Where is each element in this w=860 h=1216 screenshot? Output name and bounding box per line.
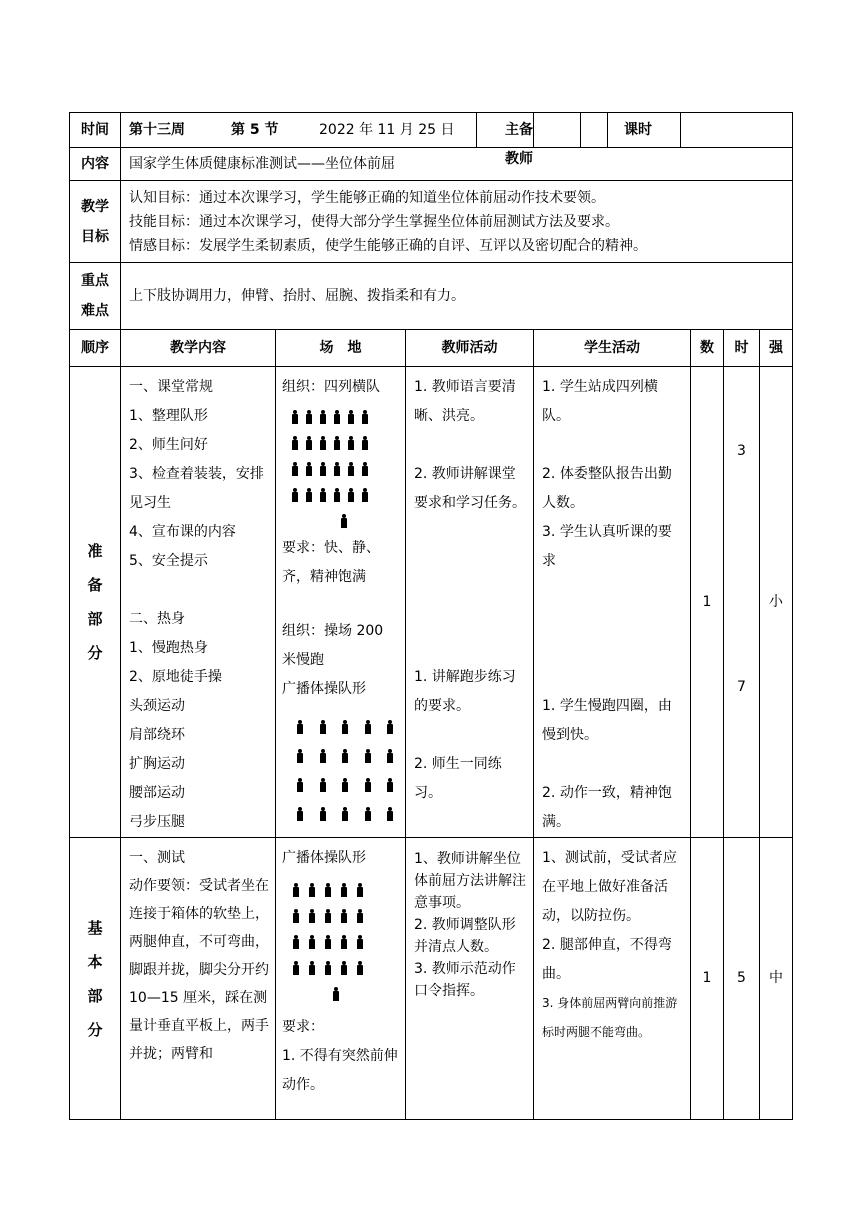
person-icon bbox=[365, 807, 370, 821]
person-icon bbox=[297, 749, 302, 763]
person-icon bbox=[297, 720, 302, 734]
formation-broadcast bbox=[282, 712, 401, 828]
person-icon bbox=[293, 935, 299, 949]
person-icon bbox=[334, 488, 340, 502]
formation-row bbox=[282, 981, 401, 1007]
person-icon bbox=[348, 436, 354, 450]
prep-venue-broadcast: 广播体操队形 bbox=[282, 681, 366, 697]
date-text: 2022 年 11 月 25 日 bbox=[319, 122, 455, 138]
basic-count: 1 bbox=[691, 838, 724, 1120]
formation-row bbox=[282, 877, 401, 903]
person-icon bbox=[320, 720, 325, 734]
basic-student-1: 1、测试前，受试者应在平地上做好准备活动，以防拉伤。 2. 腿部伸直，不得弯曲。 bbox=[542, 850, 677, 982]
person-icon bbox=[365, 749, 370, 763]
formation-row bbox=[282, 456, 401, 482]
basic-teacher: 1、教师讲解坐位体前屈方法讲解注意事项。 2. 教师调整队形并清点人数。 3. 教师示范动作口令指挥。 bbox=[406, 838, 534, 1120]
objectives-text: 认知目标：通过本次课学习，学生能够正确的知道坐位体前屈动作技术要领。 技能目标：通过本次课学习，使得大部分学生掌握坐位体前屈测试方法及要求。 情感目标：发展学生柔韧素质，使学生能够正确的自评、互评以及密切配合的精神。 bbox=[121, 181, 793, 263]
key-points-text: 上下肢协调用力，伸臂、抬肘、屈腕、拨指柔和有力。 bbox=[121, 263, 793, 330]
person-icon bbox=[325, 961, 331, 975]
formation-row bbox=[282, 404, 401, 430]
prep-student: 1. 学生站成四列横队。 2. 体委整队报告出勤人数。 3. 学生认真听课的要求 1. 学生慢跑四圈，由慢到快。 2. 动作一致，精神饱满。 bbox=[534, 367, 691, 838]
basic-intensity: 中 bbox=[760, 838, 793, 1120]
person-icon bbox=[342, 720, 347, 734]
person-icon bbox=[348, 410, 354, 424]
person-icon bbox=[292, 410, 298, 424]
person-icon bbox=[325, 883, 331, 897]
person-icon bbox=[320, 749, 325, 763]
basic-student-2: 3. 身体前屈两臂向前推游标时两腿不能弯曲。 bbox=[542, 996, 678, 1039]
col-count: 数 bbox=[691, 330, 724, 367]
person-icon bbox=[357, 883, 363, 897]
prep-count: 1 bbox=[691, 367, 724, 838]
person-icon bbox=[387, 778, 392, 792]
person-icon bbox=[341, 935, 347, 949]
basic-label: 基 本 部 分 bbox=[70, 838, 121, 1120]
person-icon bbox=[306, 410, 312, 424]
person-icon bbox=[357, 935, 363, 949]
basic-venue bbox=[276, 838, 406, 1120]
person-icon bbox=[334, 410, 340, 424]
formation-four-rows bbox=[282, 404, 401, 534]
person-icon bbox=[342, 807, 347, 821]
col-student: 学生活动 bbox=[534, 330, 691, 367]
person-icon bbox=[320, 778, 325, 792]
person-icon bbox=[387, 720, 392, 734]
objectives-row bbox=[70, 181, 793, 263]
divider bbox=[476, 113, 477, 148]
person-icon bbox=[309, 935, 315, 949]
person-icon bbox=[341, 961, 347, 975]
lesson-plan-table bbox=[69, 112, 793, 1120]
hours-cell bbox=[534, 113, 793, 148]
formation-row bbox=[282, 430, 401, 456]
col-content: 教学内容 bbox=[121, 330, 276, 367]
prep-venue-run: 组织：操场 200 米慢跑 bbox=[282, 623, 384, 668]
person-icon bbox=[341, 883, 347, 897]
person-icon bbox=[362, 462, 368, 476]
prep-time-2: 7 bbox=[737, 679, 746, 695]
formation-grid bbox=[282, 877, 401, 1007]
formation-grid bbox=[282, 712, 401, 828]
person-icon bbox=[306, 488, 312, 502]
formation-row bbox=[282, 955, 401, 981]
key-points-label: 重点 难点 bbox=[70, 263, 121, 330]
person-icon bbox=[348, 462, 354, 476]
prep-venue bbox=[276, 367, 406, 838]
person-icon bbox=[292, 436, 298, 450]
key-points-row bbox=[70, 263, 793, 330]
col-intensity: 强 bbox=[760, 330, 793, 367]
divider bbox=[607, 113, 608, 148]
person-icon bbox=[306, 436, 312, 450]
person-icon bbox=[320, 807, 325, 821]
prep-label: 准 备 部 分 bbox=[70, 367, 121, 838]
person-icon bbox=[292, 488, 298, 502]
prep-intensity: 小 bbox=[760, 367, 793, 838]
content-value: 国家学生体质健康标准测试——坐位体前屈 bbox=[121, 148, 793, 181]
person-icon bbox=[365, 778, 370, 792]
person-icon bbox=[362, 410, 368, 424]
person-icon bbox=[309, 883, 315, 897]
formation-grid bbox=[282, 404, 401, 534]
basic-content: 一、测试 动作要领：受试者坐在连接于箱体的软垫上，两腿伸直，不可弯曲，脚跟并拢，脚尖分开约 10—15 厘米，踩在测量计垂直平板上，两手并拢；两臂和 bbox=[121, 838, 276, 1120]
person-icon bbox=[292, 462, 298, 476]
formation-row bbox=[282, 482, 401, 508]
person-icon bbox=[293, 961, 299, 975]
teacher-label: 主备教师 bbox=[505, 122, 533, 167]
person-icon bbox=[387, 749, 392, 763]
person-icon bbox=[297, 778, 302, 792]
person-icon bbox=[365, 720, 370, 734]
prep-venue-requirement: 要求：快、静、齐，精神饱满 bbox=[282, 540, 380, 585]
prep-time bbox=[724, 367, 760, 838]
formation-row bbox=[282, 799, 401, 828]
person-icon bbox=[325, 909, 331, 923]
content-row bbox=[70, 148, 793, 181]
person-icon bbox=[333, 987, 339, 1001]
content-label: 内容 bbox=[70, 148, 121, 181]
person-icon bbox=[306, 462, 312, 476]
prep-time-1: 3 bbox=[737, 443, 746, 459]
divider bbox=[680, 113, 681, 148]
week-text: 第十三周 bbox=[129, 122, 185, 138]
formation-row bbox=[282, 770, 401, 799]
formation-basic bbox=[282, 877, 401, 1007]
person-icon bbox=[293, 909, 299, 923]
person-icon bbox=[293, 883, 299, 897]
basic-student bbox=[534, 838, 691, 1120]
prep-venue-org: 组织：四列横队 bbox=[282, 379, 380, 395]
person-icon bbox=[362, 436, 368, 450]
period-text: 第 5 节 bbox=[231, 122, 279, 138]
formation-row bbox=[282, 929, 401, 955]
hours-label: 课时 bbox=[624, 122, 653, 138]
basic-venue-req: 要求： bbox=[282, 1019, 324, 1035]
basic-row bbox=[70, 838, 793, 1120]
person-icon bbox=[320, 462, 326, 476]
person-icon bbox=[325, 935, 331, 949]
column-header-row bbox=[70, 330, 793, 367]
person-icon bbox=[362, 488, 368, 502]
person-icon bbox=[320, 410, 326, 424]
formation-row bbox=[282, 712, 401, 741]
person-icon bbox=[297, 807, 302, 821]
prep-content: 一、课堂常规 1、整理队形 2、师生问好 3、检查着装装，安排见习生 4、宣布课的内容 5、安全提示 二、热身 1、慢跑热身 2、原地徒手操 头颈运动 肩部绕环 扩胸运动 腰部运动 弓步压腿 bbox=[121, 367, 276, 838]
col-time: 时 bbox=[724, 330, 760, 367]
person-icon bbox=[320, 436, 326, 450]
col-venue: 场 地 bbox=[276, 330, 406, 367]
person-icon bbox=[342, 778, 347, 792]
time-label: 时间 bbox=[70, 113, 121, 148]
person-icon bbox=[357, 961, 363, 975]
person-icon bbox=[348, 488, 354, 502]
person-icon bbox=[334, 436, 340, 450]
person-icon bbox=[334, 462, 340, 476]
formation-row bbox=[282, 741, 401, 770]
prep-teacher: 1. 教师语言要清晰、洪亮。 2. 教师讲解课堂要求和学习任务。 1. 讲解跑步练习的要求。 2. 师生一同练习。 bbox=[406, 367, 534, 838]
basic-venue-req-1: 1. 不得有突然前伸动作。 bbox=[282, 1048, 398, 1093]
person-icon bbox=[342, 749, 347, 763]
header-row bbox=[70, 113, 793, 148]
person-icon bbox=[357, 909, 363, 923]
formation-row bbox=[282, 508, 401, 534]
person-icon bbox=[341, 909, 347, 923]
person-icon bbox=[309, 961, 315, 975]
col-order: 顺序 bbox=[70, 330, 121, 367]
basic-venue-broadcast: 广播体操队形 bbox=[282, 850, 366, 866]
person-icon bbox=[387, 807, 392, 821]
formation-row bbox=[282, 903, 401, 929]
basic-time: 5 bbox=[724, 838, 760, 1120]
col-teacher: 教师活动 bbox=[406, 330, 534, 367]
person-icon bbox=[341, 514, 347, 528]
person-icon bbox=[309, 909, 315, 923]
prep-row bbox=[70, 367, 793, 838]
person-icon bbox=[320, 488, 326, 502]
objectives-label: 教学 目标 bbox=[70, 181, 121, 263]
